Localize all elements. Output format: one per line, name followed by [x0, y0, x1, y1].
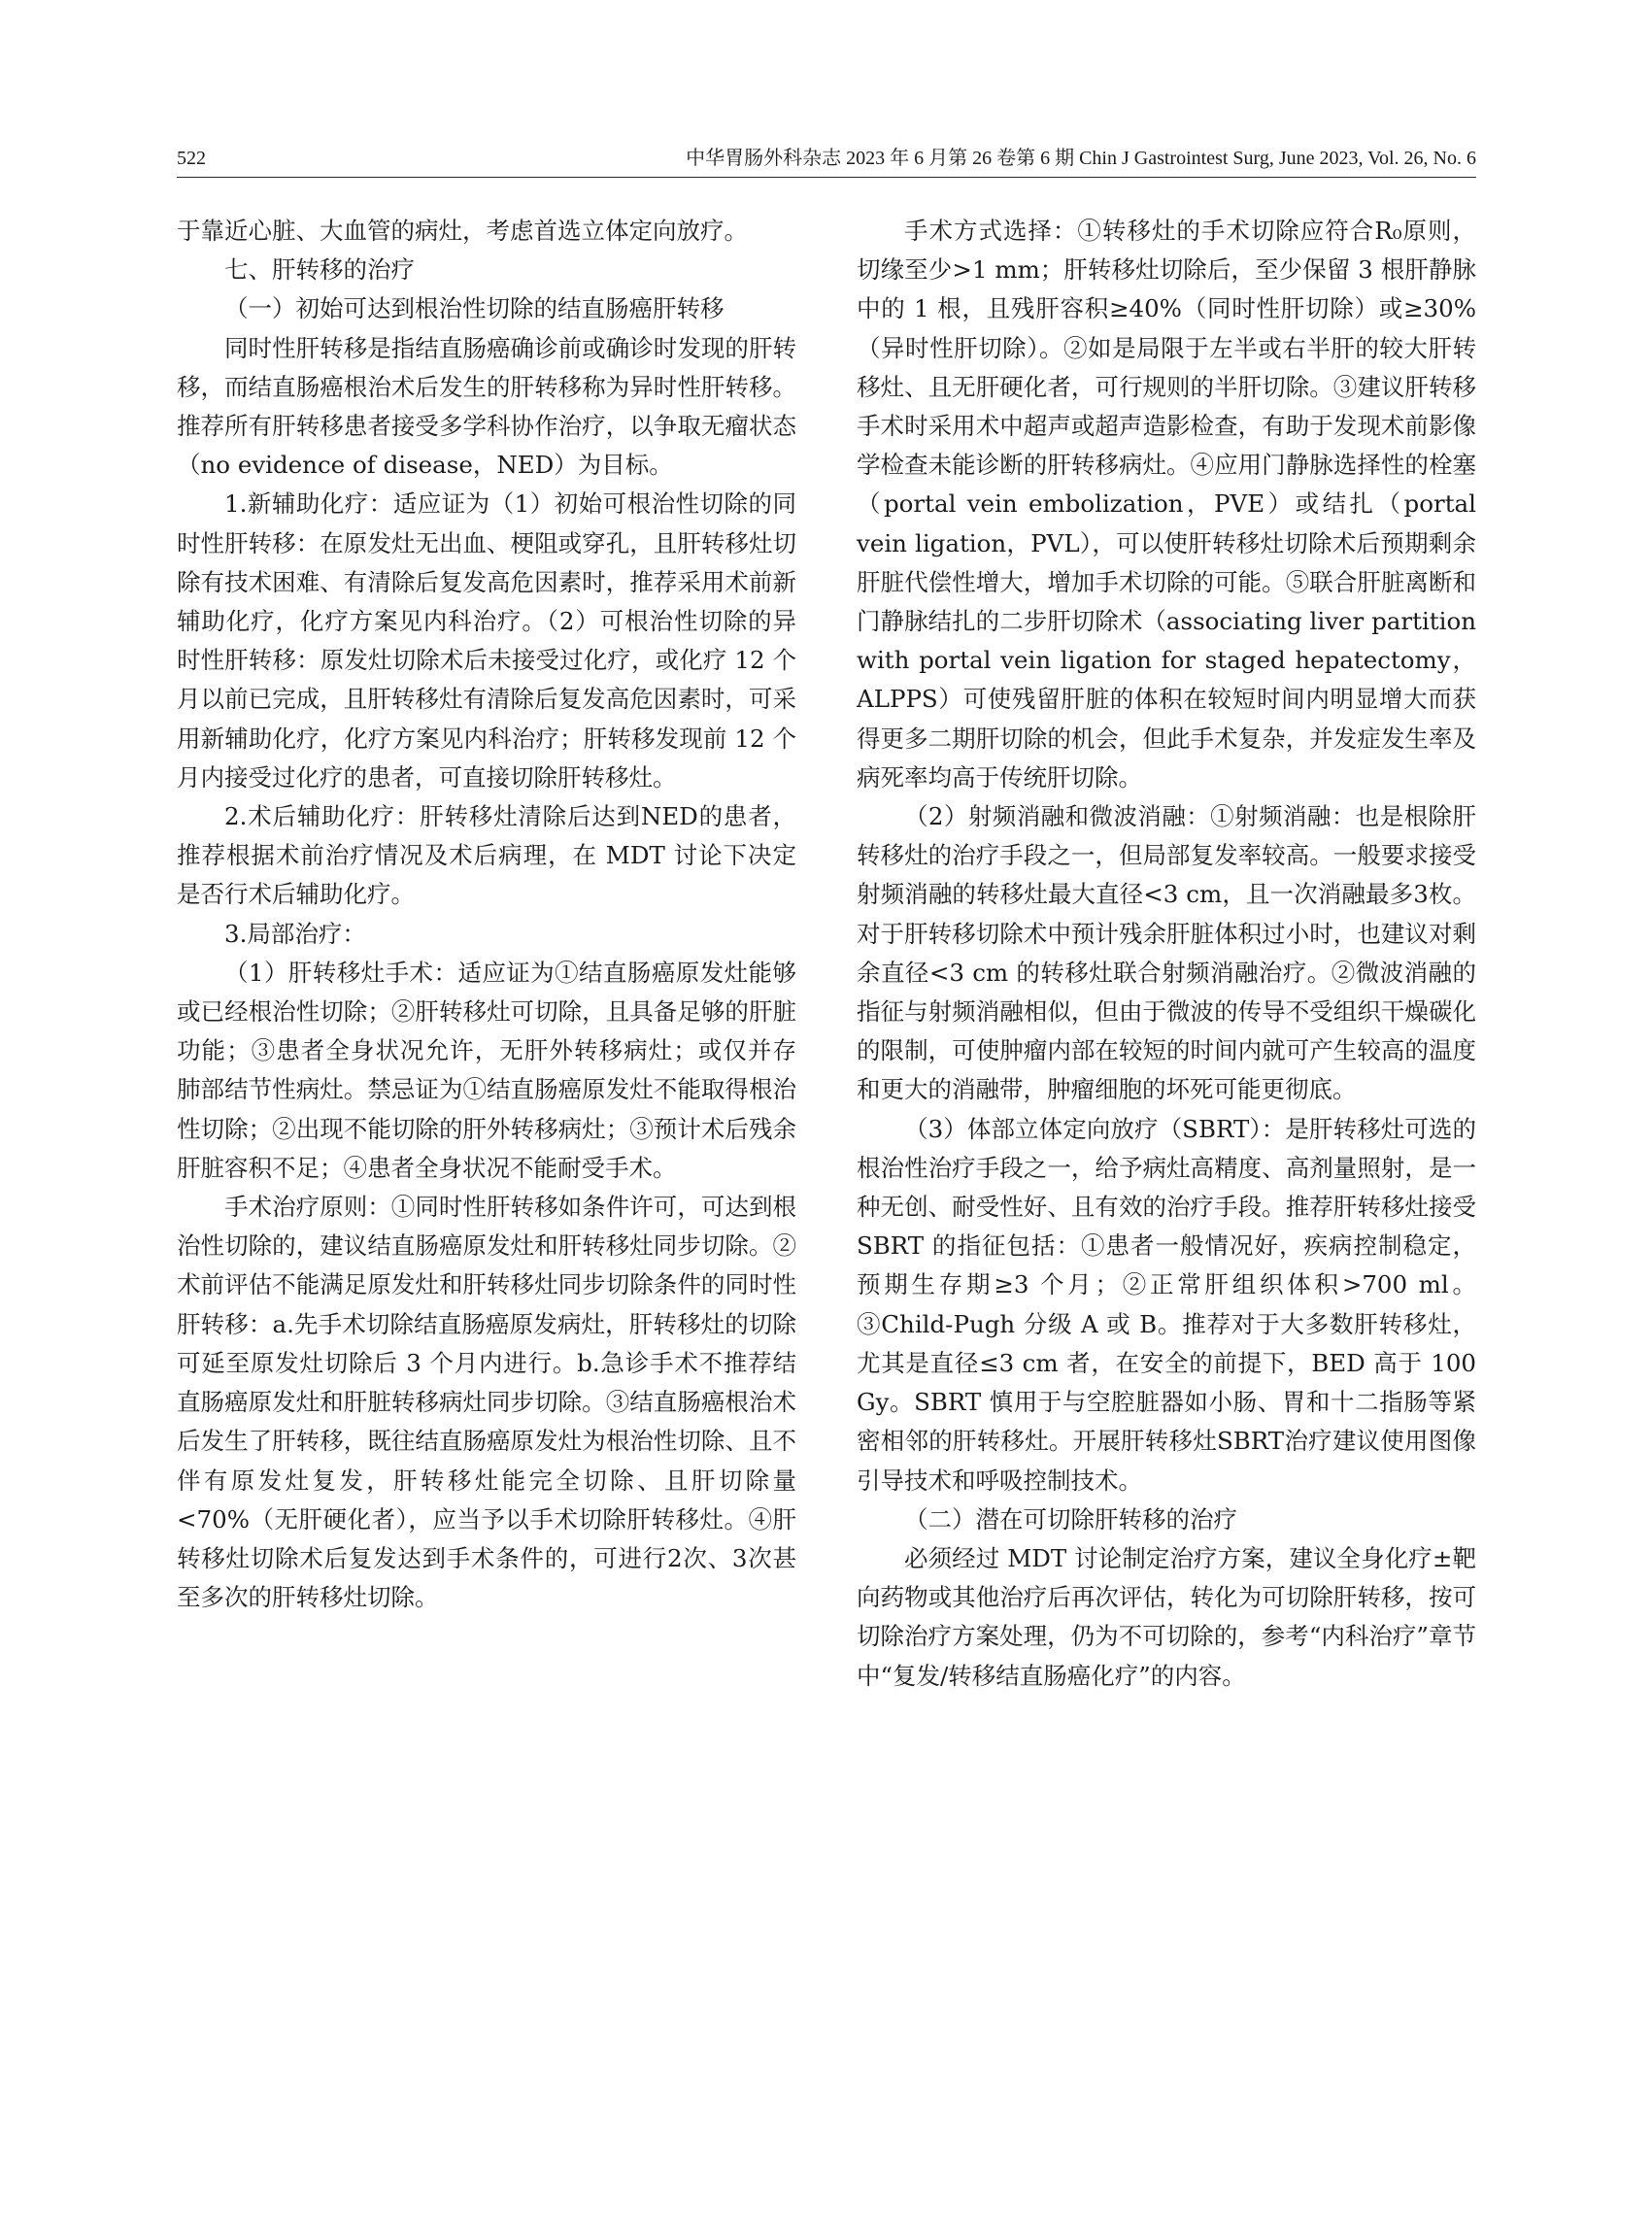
right-column [857, 212, 1476, 1696]
body-paragraph: 1.新辅助化疗：适应证为（1）初始可根治性切除的同时性肝转移：在原发灶无出血、梗阻或穿孔，且肝转移灶切除有技术困难、有清除后复发高危因素时，推荐采用术前新辅助化疗，化疗方案见内科治疗。（2）可根治性切除的异时性肝转移：原发灶切除术后未接受过化疗，或化疗 12 个月以前已完成，且肝转移灶有清除后复发高危因素时，可采用新辅助化疗，化疗方案见内科治疗；肝转移发现前 12 个月内接受过化疗的患者，可直接切除肝转移灶。 [177, 489, 796, 792]
body-paragraph: 同时性肝转移是指结直肠癌确诊前或确诊时发现的肝转移，而结直肠癌根治术后发生的肝转移称为异时性肝转移。推荐所有肝转移患者接受多学科协作治疗，以争取无瘤状态（no evidence of disease，NED）为目标。 [177, 333, 796, 480]
body-paragraph: （3）体部立体定向放疗（SBRT）：是肝转移灶可选的根治性治疗手段之一，给予病灶高精度、高剂量照射，是一种无创、耐受性好、且有效的治疗手段。推荐肝转移灶接受 SBRT 的指征包括：①患者一般情况好，疾病控制稳定，预期生存期≥3 个月；②正常肝组织体积>700 ml。③Child-Pugh 分级 A 或 B。推荐对于大多数肝转移灶，尤其是直径≤3 cm 者，在安全的前提下，BED 高于 100 Gy。SBRT 慎用于与空腔脏器如小肠、胃和十二指肠等紧密相邻的肝转移灶。开展肝转移灶SBRT治疗建议使用图像引导技术和呼吸控制技术。 [857, 1114, 1476, 1495]
section-heading: 七、肝转移的治疗 [224, 255, 415, 285]
body-paragraph: 手术方式选择：①转移灶的手术切除应符合R₀原则，切缘至少>1 mm；肝转移灶切除后，至少保留 3 根肝静脉中的 1 根，且残肝容积≥40%（同时性肝切除）或≥30%（异时性肝切除）。②如是局限于左半或右半肝的较大肝转移灶、且无肝硬化者，可行规则的半肝切除。③建议肝转移手术时采用术中超声或超声造影检查，有助于发现术前影像学检查未能诊断的肝转移病灶。④应用门静脉选择性的栓塞（portal vein embolization，PVE）或结扎（portal vein ligation，PVL），可以使肝转移灶切除术后预期剩余肝脏代偿性增大，增加手术切除的可能。⑤联合肝脏离断和门静脉结扎的二步肝切除术（associating liver partition with portal vein ligation for staged hepatectomy，ALPPS）可使残留肝脏的体积在较短时间内明显增大而获得更多二期肝切除的机会，但此手术复杂，并发症发生率及病死率均高于传统肝切除。 [857, 217, 1476, 792]
body-paragraph: （1）肝转移灶手术：适应证为①结直肠癌原发灶能够或已经根治性切除；②肝转移灶可切除，且具备足够的肝脏功能；③患者全身状况允许，无肝外转移病灶；或仅并存 肺部结节性病灶。禁忌证为①结直肠癌原发灶不能取得根治性切除；②出现不能切除的肝外转移病灶；③预计术后残余肝脏容积不足；④患者全身状况不能耐受手术。 [177, 958, 796, 1182]
body-paragraph: 必须经过 MDT 讨论制定治疗方案，建议全身化疗±靶向药物或其他治疗后再次评估，转化为可切除肝转移，按可切除治疗方案处理，仍为不可切除的，参考“内科治疗”章节中“复发/转移结直肠癌化疗”的内容。 [857, 1543, 1476, 1690]
body-paragraph: 于靠近心脏、大血管的病灶，考虑首选立体定向放疗。 [177, 217, 748, 245]
left-column [177, 212, 796, 1617]
body-paragraph: 2.术后辅助化疗：肝转移灶清除后达到NED的患者，推荐根据术前治疗情况及术后病理，在 MDT 讨论下决定是否行术后辅助化疗。 [177, 802, 796, 909]
section-heading: （一）初始可达到根治性切除的结直肠癌肝转移 [224, 294, 725, 323]
running-header [177, 142, 1476, 175]
journal-citation: 中华胃肠外科杂志 2023 年 6 月第 26 卷第 6 期 Chin J Gastrointest Surg, June 2023, Vol. 26, No. 6 [686, 148, 1476, 169]
body-paragraph: 手术治疗原则：①同时性肝转移如条件许可，可达到根治性切除的，建议结直肠癌原发灶和肝转移灶同步切除。②术前评估不能满足原发灶和肝转移灶同步切除条件的同时性肝转移：a.先手术切除结直肠癌原发病灶，肝转移灶的切除可延至原发灶切除后 3 个月内进行。b.急诊手术不推荐结直肠癌原发灶和肝脏转移病灶同步切除。③结直肠癌根治术后发生了肝转移，既往结直肠癌原发灶为根治性切除、且不伴有原发灶复发，肝转移灶能完全切除、且肝切除量<70%（无肝硬化者），应当予以手术切除肝转移灶。④肝转移灶切除术后复发达到手术条件的，可进行2次、3次甚至多次的肝转移灶切除。 [177, 1193, 796, 1612]
body-paragraph: 3.局部治疗： [224, 919, 366, 948]
page-number: 522 [177, 148, 206, 169]
body-paragraph: （2）射频消融和微波消融：①射频消融：也是根除肝转移灶的治疗手段之一，但局部复发率较高。一般要求接受射频消融的转移灶最大直径<3 cm，且一次消融最多3枚。对于肝转移切除术中预计残余肝脏体积过小时，也建议对剩余直径<3 cm 的转移灶联合射频消融治疗。②微波消融的指征与射频消融相似，但由于微波的传导不受组织干燥碳化的限制，可使肿瘤内部在较短的时间内就可产生较高的温度和更大的消融带，肿瘤细胞的坏死可能更彻底。 [857, 802, 1476, 1104]
header-rule [177, 177, 1476, 178]
section-heading: （二）潜在可切除肝转移的治疗 [904, 1504, 1237, 1534]
